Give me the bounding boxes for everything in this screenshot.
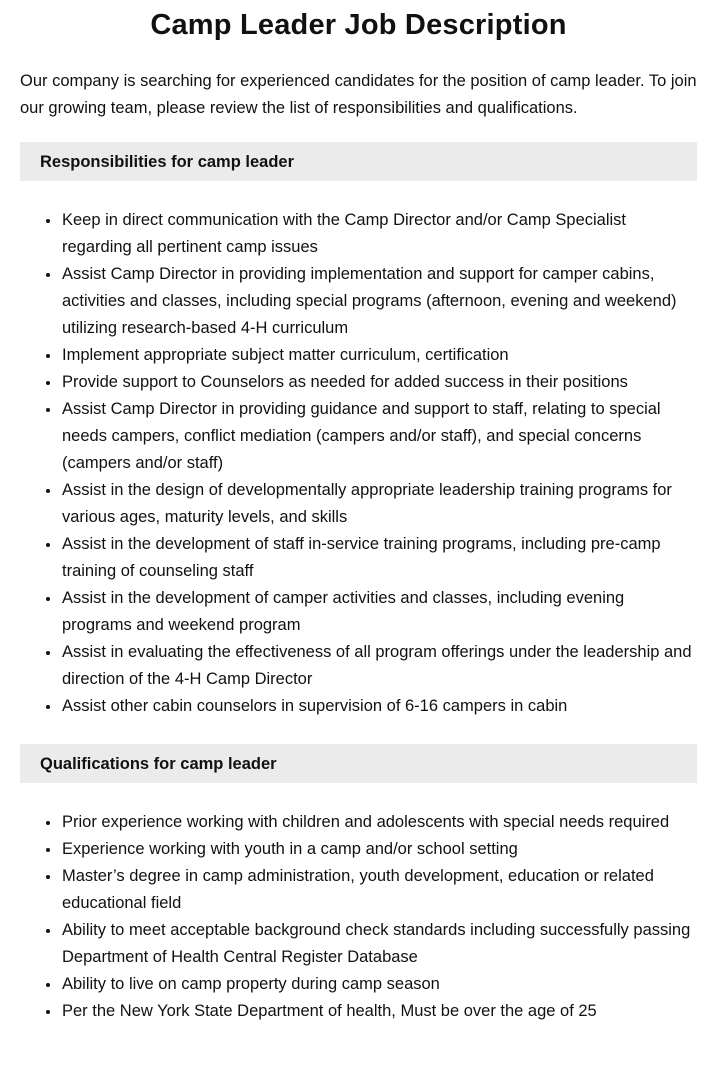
responsibilities-list bbox=[20, 207, 697, 720]
list-item: • Assist in the design of developmentally appropriate leadership training programs for various ages, maturity levels, and skills bbox=[61, 477, 697, 531]
list-item: • Prior experience working with children and adolescents with special needs required bbox=[61, 809, 697, 836]
list-item: • Provide support to Counselors as needed for added success in their positions bbox=[61, 369, 697, 396]
list-item: • Assist in evaluating the effectiveness of all program offerings under the leadership and direction of the 4-H Camp Director bbox=[61, 639, 697, 693]
qualifications-list bbox=[20, 809, 697, 1025]
list-item: • Assist in the development of camper activities and classes, including evening programs and weekend program bbox=[61, 585, 697, 639]
list-item: • Per the New York State Department of health, Must be over the age of 25 bbox=[61, 998, 697, 1025]
list-item: • Assist in the development of staff in-service training programs, including pre-camp training of counseling staff bbox=[61, 531, 697, 585]
page-title: Camp Leader Job Description bbox=[150, 9, 567, 41]
list-item: • Experience working with youth in a camp and/or school setting bbox=[61, 836, 697, 863]
list-item: • Ability to live on camp property during camp season bbox=[61, 971, 697, 998]
list-item: • Master’s degree in camp administration, youth development, education or related educational field bbox=[61, 863, 697, 917]
list-item: • Ability to meet acceptable background check standards including successfully passing Department of Health Central Register Database bbox=[61, 917, 697, 971]
list-item: • Assist other cabin counselors in supervision of 6-16 campers in cabin bbox=[61, 693, 697, 720]
section-heading-responsibilities: Responsibilities for camp leader bbox=[20, 142, 697, 181]
list-item: • Assist Camp Director in providing implementation and support for camper cabins, activities and classes, including special programs (afternoon, evening and weekend) utilizing research-based 4-H curriculum bbox=[61, 261, 697, 342]
section-qualifications bbox=[20, 744, 697, 1025]
section-responsibilities bbox=[20, 142, 697, 720]
section-heading-qualifications: Qualifications for camp leader bbox=[20, 744, 697, 783]
intro-paragraph: Our company is searching for experienced candidates for the position of camp leader. To join our growing team, please review the list of responsibilities and qualifications. bbox=[20, 72, 697, 117]
list-item: • Keep in direct communication with the Camp Director and/or Camp Specialist regarding all pertinent camp issues bbox=[61, 207, 697, 261]
list-item: • Implement appropriate subject matter curriculum, certification bbox=[61, 342, 697, 369]
list-item: • Assist Camp Director in providing guidance and support to staff, relating to special needs campers, conflict mediation (campers and/or staff), and special concerns (campers and/or staff) bbox=[61, 396, 697, 477]
